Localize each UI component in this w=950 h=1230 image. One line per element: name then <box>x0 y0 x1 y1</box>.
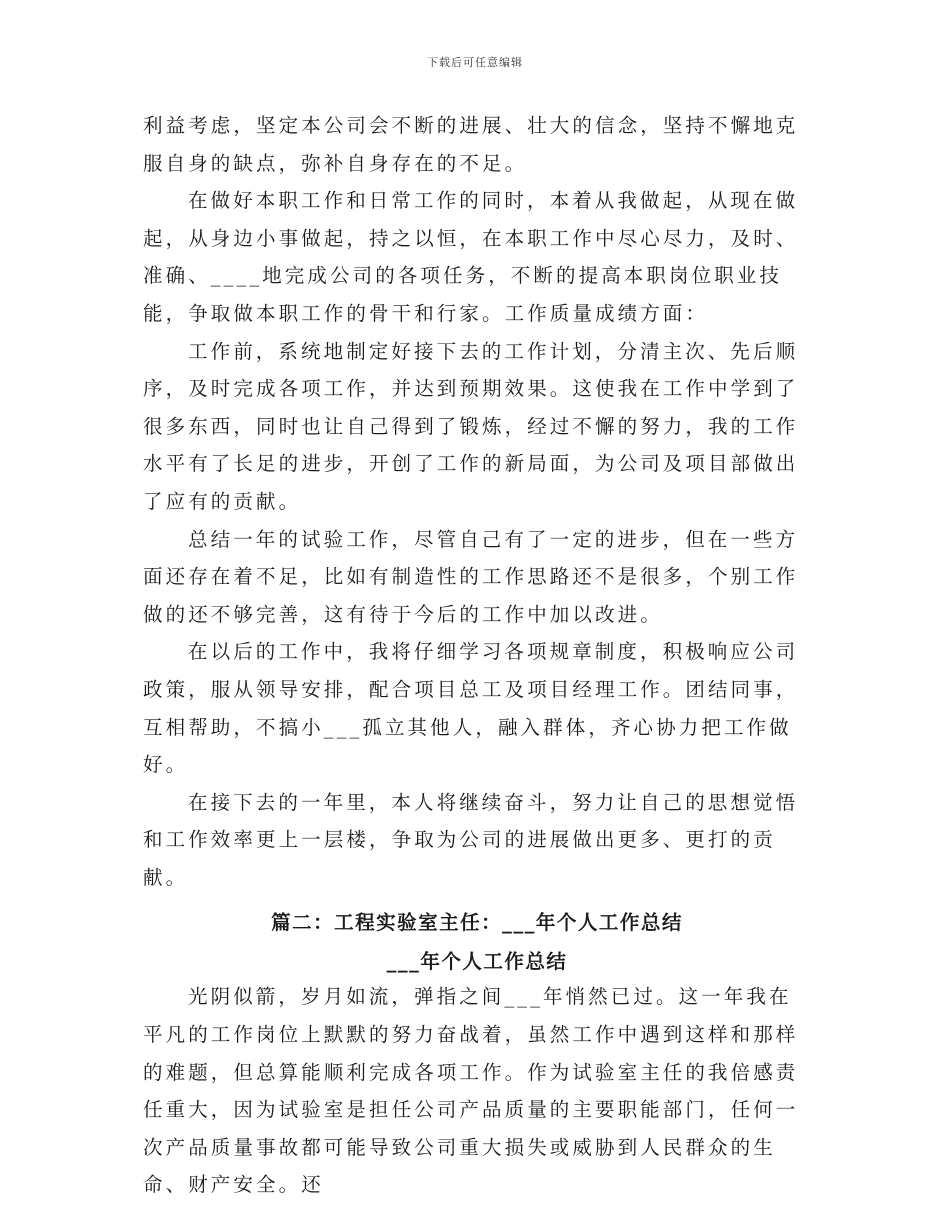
document-title: ___年个人工作总结 <box>386 950 568 974</box>
section-title: 篇二：工程实验室主任：___年个人工作总结 <box>271 911 683 935</box>
paragraph-work-plan: 工作前，系统地制定好接下去的工作计划，分清主次、先后顺序，及时完成各项工作，并达到预期效果。这使我在工作中学到了很多东西，同时也让自己得到了锻炼，经过不懈的努力，我的工作水平有了长足的进步，开创了工作的新局面，为公司及项目部做出了应有的贡献。 <box>143 339 799 513</box>
paragraph-future-work: 在以后的工作中，我将仔细学习各项规章制度，积极响应公司政策，服从领导安排，配合项目总工及项目经理工作。团结同事，互相帮助，不搞小___孤立其他人，融入群体，齐心协力把工作做好。 <box>143 640 799 777</box>
paragraph-shortcomings: 总结一年的试验工作，尽管自己有了一定的进步，但在一些方面还存在着不足，比如有制造性的工作思路还不是很多，个别工作做的还不够完善，这有待于今后的工作中加以改进。 <box>143 527 799 626</box>
paragraph-continuation: 利益考虑，坚定本公司会不断的进展、壮大的信念，坚持不懈地克服自身的缺点，弥补自身存在的不足。 <box>143 114 799 175</box>
paragraph-next-year: 在接下去的一年里，本人将继续奋斗，努力让自己的思想觉悟和工作效率更上一层楼，争取为公司的进展做出更多、更打的贡献。 <box>143 790 799 889</box>
paragraph-section2-intro: 光阴似箭，岁月如流，弹指之间___年悄然已过。这一年我在平凡的工作岗位上默默的努力奋战着，虽然工作中遇到这样和那样的难题，但总算能顺利完成各项工作。作为试验室主任的我倍感责任重大，因为试验室是担任公司产品质量的主要职能部门，任何一次产品质量事故都可能导致公司重大损失或威胁到人民群众的生命、财产安全。还 <box>143 985 799 1197</box>
paragraph-daily-work: 在做好本职工作和日常工作的同时，本着从我做起，从现在做起，从身边小事做起，持之以恒，在本职工作中尽心尽力，及时、准确、____地完成公司的各项任务，不断的提高本职岗位职业技能，争取做本职工作的骨干和行家。工作质量成绩方面： <box>143 189 799 325</box>
page-header: 下载后可任意编辑 <box>427 56 523 69</box>
document-body <box>143 107 811 1204</box>
